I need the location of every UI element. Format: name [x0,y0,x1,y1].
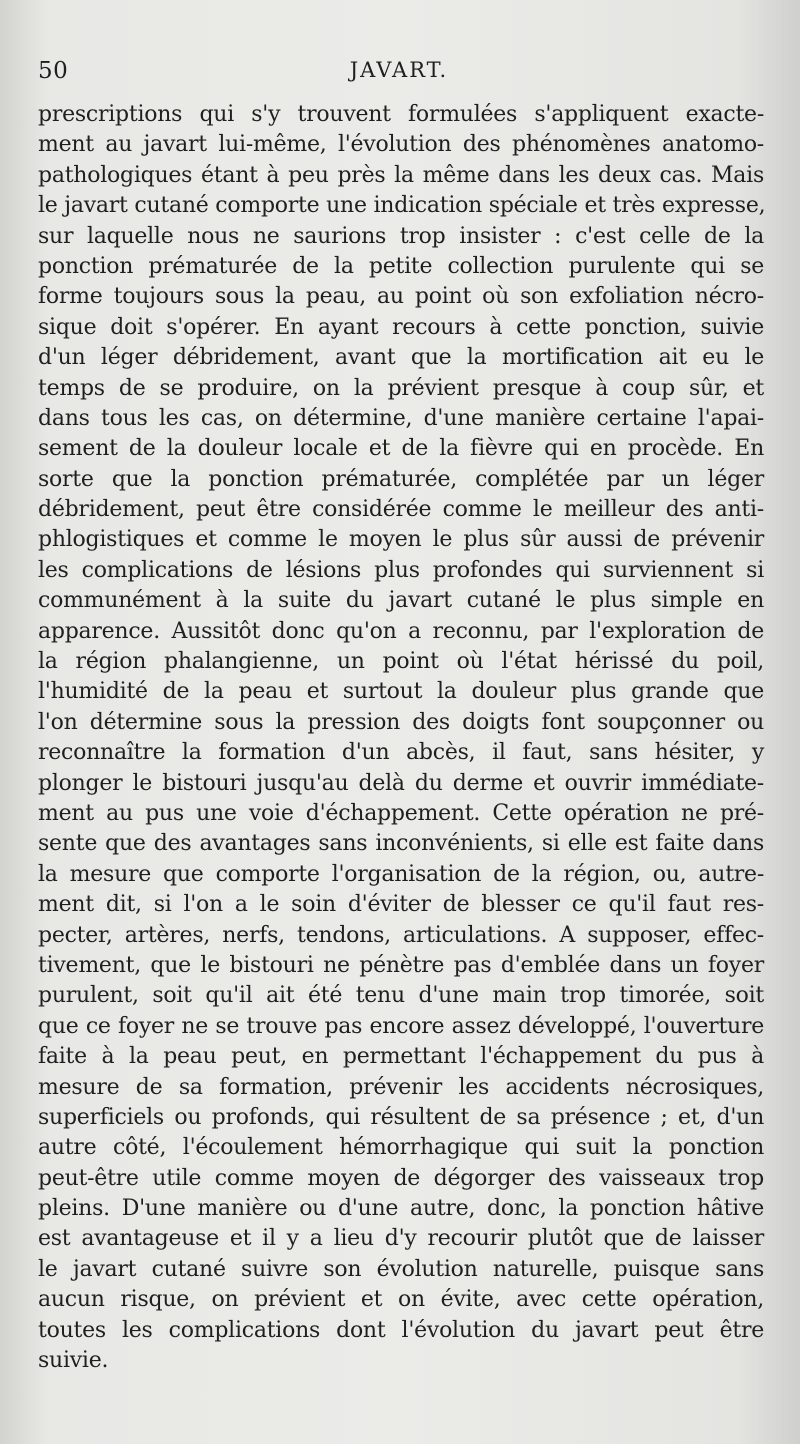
text-line: forme toujours sous la peau, au point où son exfoliation nécro- [38,284,764,310]
text-line: reconnaître la formation d'un abcès, il faut, sans hésiter, y [38,740,764,766]
text-line: prescriptions qui s'y trouvent formulées s'appliquent exacte- [38,102,764,127]
text-line: suivie. [38,1348,109,1374]
text-line: pleins. D'une manière ou d'une autre, donc, la ponction hâtive [38,1196,764,1222]
text-line: superficiels ou profonds, qui résultent de sa présence ; et, d'un [38,1104,764,1130]
text-line: faite à la peau peut, en permettant l'échappement du pus à [38,1044,764,1070]
text-line: que ce foyer ne se trouve pas encore assez développé, l'ouverture [38,1013,764,1039]
text-line: est avantageuse et il y a lieu d'y recourir plutôt que de laisser [38,1226,764,1252]
text-line: communément à la suite du javart cutané le plus simple en [38,588,764,614]
text-line: la mesure que comporte l'organisation de la région, ou, autre- [38,861,764,887]
text-line: sement de la douleur locale et de la fièvre qui en procède. En [38,436,764,462]
text-line: mesure de sa formation, prévenir les accidents nécrosiques, [38,1074,764,1100]
running-title: JAVART. [349,58,449,82]
text-line: sique doit s'opérer. En ayant recours à cette ponction, suivie [38,314,764,340]
text-line: sorte que la ponction prématurée, complétée par un léger [38,466,764,492]
text-line: la région phalangienne, un point où l'état hérissé du poil, [38,649,764,675]
text-line: sente que des avantages sans inconvénients, si elle est faite dans [38,831,764,857]
text-line: dans tous les cas, on détermine, d'une manière certaine l'apai- [38,405,764,431]
text-line: sur laquelle nous ne saurions trop insister : c'est celle de la [38,223,764,249]
text-line: ment au javart lui-même, l'évolution des phénomènes anatomo- [38,132,764,158]
text-line: le javart cutané comporte une indication spéciale et très expresse, [38,193,766,219]
text-line: les complications de lésions plus profondes qui surviennent si [38,557,764,583]
page-header [38,58,760,88]
text-line: autre côté, l'écoulement hémorrhagique qui suit la ponction [38,1135,764,1161]
text-line: phlogistiques et comme le moyen le plus sûr aussi de prévenir [38,527,764,553]
text-line: ment dit, si l'on a le soin d'éviter de blesser ce qu'il faut res- [38,892,764,918]
text-line: temps de se produire, on la prévient presque à coup sûr, et [38,375,764,401]
text-line: l'on détermine sous la pression des doigts font soupçonner ou [38,709,764,735]
text-line: d'un léger débridement, avant que la mortification ait eu le [38,345,764,371]
text-line: toutes les complications dont l'évolution du javart peut être [38,1317,764,1343]
text-line: tivement, que le bistouri ne pénètre pas d'emblée dans un foyer [38,952,764,978]
text-line: l'humidité de la peau et surtout la douleur plus grande que [38,679,764,705]
text-line: ment au pus une voie d'échappement. Cette opération ne pré- [38,800,764,826]
text-line: plonger le bistouri jusqu'au delà du derme et ouvrir immédiate- [38,770,764,796]
text-line: aucun risque, on prévient et on évite, avec cette opération, [38,1287,764,1313]
body-paragraph [38,100,764,1376]
text-line: pathologiques étant à peu près la même dans les deux cas. Mais [38,162,764,188]
text-line: peut-être utile comme moyen de dégorger des vaisseaux trop [38,1165,764,1191]
text-line: pecter, artères, nerfs, tendons, articulations. A supposer, effec- [38,922,764,948]
text-line: apparence. Aussitôt donc qu'on a reconnu, par l'exploration de [38,618,764,644]
page-number: 50 [38,58,69,84]
text-line: ponction prématurée de la petite collection purulente qui se [38,253,764,279]
text-line: le javart cutané suivre son évolution naturelle, puisque sans [38,1256,764,1282]
text-line: débridement, peut être considérée comme le meilleur des anti- [38,497,764,523]
text-line: purulent, soit qu'il ait été tenu d'une main trop timorée, soit [38,983,764,1009]
